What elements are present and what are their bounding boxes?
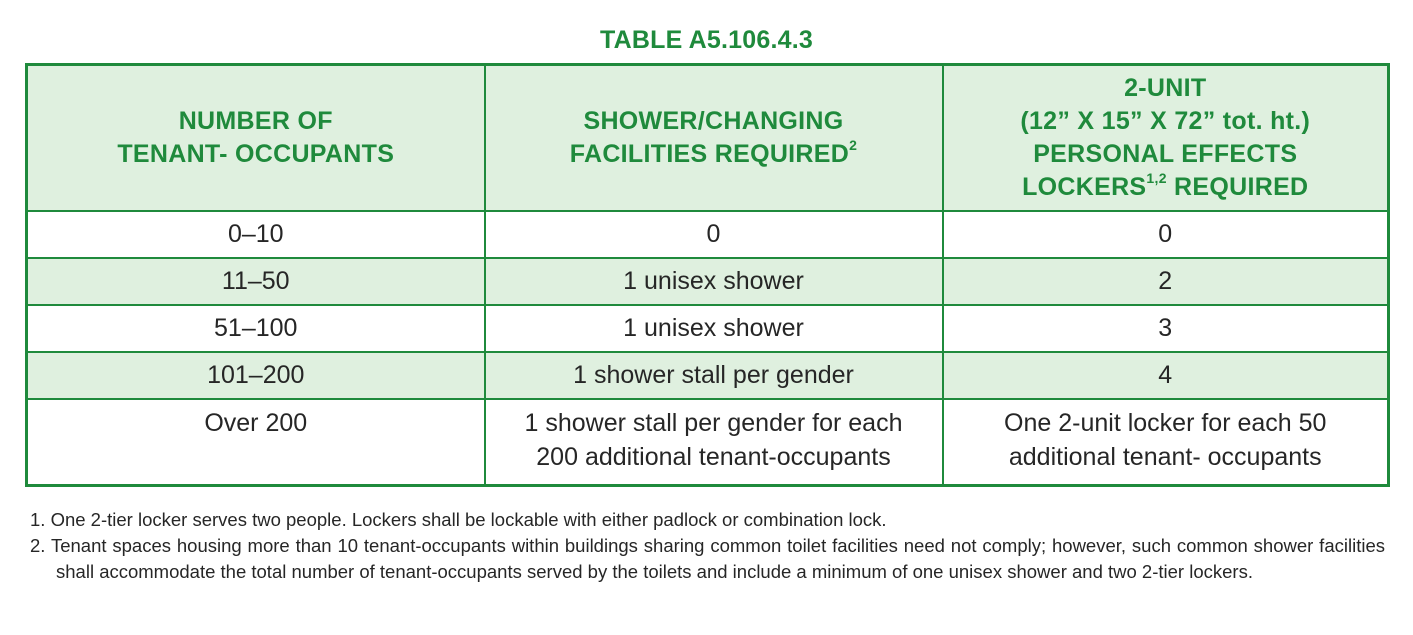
lockers-cell (943, 399, 1389, 486)
occupants-cell: 51–100 (27, 305, 485, 352)
footnote-2: 2. Tenant spaces housing more than 10 tenant-occupants within buildings sharing common toilet facilities need not comply; however, such common shower facilities shall accommodate the total number of tenant-occupants served by the toilets and include a minimum of one unisex shower and two 2-tier lockers. (30, 535, 1385, 582)
header-facilities (485, 65, 943, 212)
header-occupants-line2: TENANT- OCCUPANTS (117, 140, 395, 168)
header-lockers-line4a: LOCKERS (1022, 173, 1147, 201)
occupants-cell: 101–200 (27, 352, 485, 399)
occupants-cell: Over 200 (27, 399, 485, 486)
table-row (27, 352, 1389, 399)
table-row (27, 211, 1389, 258)
header-lockers-line1: 2-UNIT (1124, 74, 1207, 102)
header-occupants (27, 65, 485, 212)
showers-cell-line1: 1 shower stall per gender for each (524, 409, 903, 437)
table-row (27, 258, 1389, 305)
header-facilities-line1: SHOWER/CHANGING (583, 107, 844, 135)
header-facilities-line2: FACILITIES REQUIRED (569, 140, 850, 168)
requirements-table (25, 63, 1390, 487)
header-row (27, 65, 1389, 212)
lockers-cell-line2: additional tenant- occupants (1008, 443, 1322, 471)
table-row (27, 399, 1389, 486)
header-facilities-footnote-ref: 2 (849, 136, 858, 153)
showers-cell (485, 399, 943, 486)
header-lockers-line2: (12” X 15” X 72” tot. ht.) (1020, 107, 1311, 135)
lockers-cell: 4 (943, 352, 1389, 399)
showers-cell-line2: 200 additional tenant-occupants (536, 443, 891, 471)
showers-cell: 0 (485, 211, 943, 258)
showers-cell: 1 unisex shower (485, 305, 943, 352)
header-occupants-line1: NUMBER OF (178, 107, 333, 135)
showers-cell: 1 unisex shower (485, 258, 943, 305)
lockers-cell-line1: One 2-unit locker for each 50 (1004, 409, 1327, 437)
header-lockers-line4b: REQUIRED (1166, 173, 1309, 201)
header-lockers-footnote-ref: 1,2 (1146, 169, 1167, 186)
lockers-cell: 0 (943, 211, 1389, 258)
occupants-cell: 0–10 (27, 211, 485, 258)
showers-cell: 1 shower stall per gender (485, 352, 943, 399)
footnote-1: 1. One 2-tier locker serves two people. Lockers shall be lockable with either padlock or combination lock. (30, 509, 887, 530)
footnotes (30, 507, 1385, 585)
header-lockers (943, 65, 1389, 212)
table-title: TABLE A5.106.4.3 (599, 26, 813, 54)
header-lockers-line3: PERSONAL EFFECTS (1033, 140, 1298, 168)
lockers-cell: 3 (943, 305, 1389, 352)
occupants-cell: 11–50 (27, 258, 485, 305)
lockers-cell: 2 (943, 258, 1389, 305)
table-row (27, 305, 1389, 352)
